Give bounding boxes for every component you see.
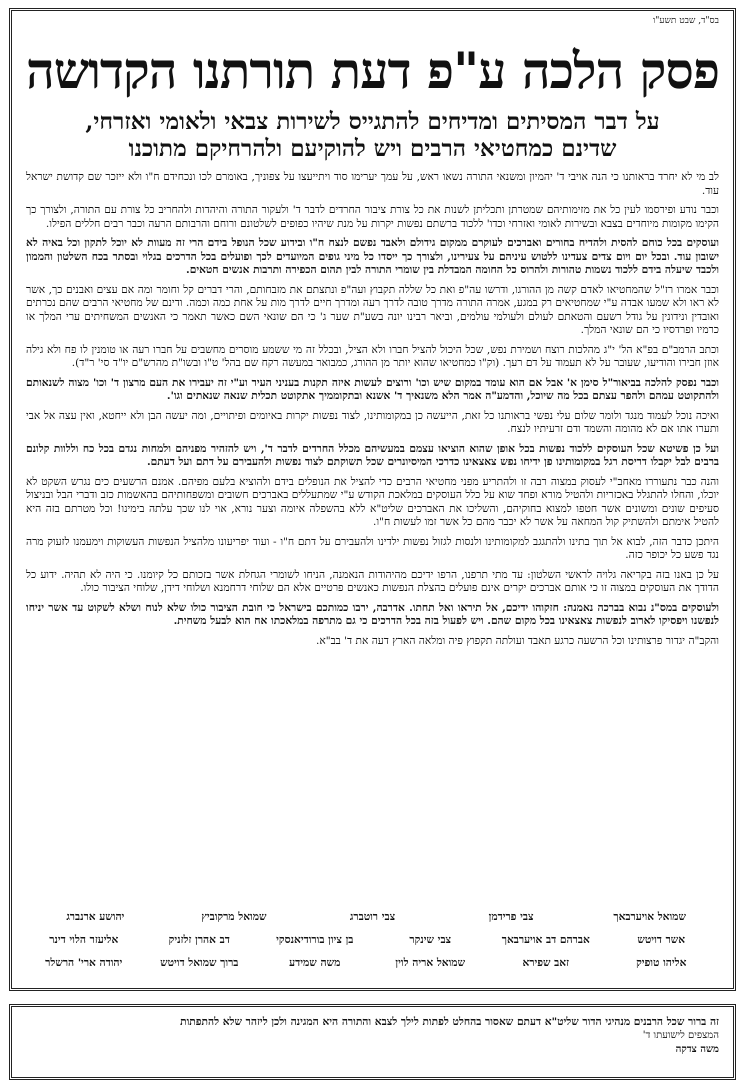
- signer-name: אליהו טופיק: [636, 957, 687, 969]
- subtitle-line-1: על דבר המסיתים ומדיחים להתגייס לשירות צבאי ולאומי ואזרחי,: [85, 108, 660, 135]
- signatories: [26, 911, 719, 980]
- signer-name: ברוך שמואל דויטש: [160, 957, 239, 969]
- signer-row-1: [26, 911, 719, 934]
- body-text: [26, 171, 719, 654]
- signer-name: בן ציון בורודיאנסקי: [276, 934, 354, 946]
- signer-name: דב אהרן זלזניק: [168, 934, 230, 946]
- paragraph-4: וכבר אמרו רז"ל שהמחטיאו לאדם קשה מן ההורגו, ודרשו עה"פ ואת כל שללה תקבוץ ועה"פ ונתצתם את מזבחותם, והרי דברים קל וחומר ומה אם עצים ואבנים כך, אשר לא ראו ולא שמעו אבדה ע"י שמחטיאים רק במגע, אמרה התורה מדרך טובה לדרך רעה ומדרך חיים לדרך מות על אחת כמה וכמה. ודינם של מחטיאי הרבים שהם נכרתים ואובדין ונידונין על גודל רשעם והטאתם לעולם ולעולמי עולמים, וביאר רבינו יונה בשע"ת שער ג' כי הם שונאי השם כאשר תאמר כי האנשים המשחיתים ערי המלך או כרמיו ופרדסיו כי הם שונאי המלך.: [26, 283, 719, 336]
- signer-name: זאב שפירא: [522, 957, 570, 969]
- paragraph-13: והקב"ה יגדור פרצותינו וכל הרשעה כרגע תאבד ועולתה תקפוץ פיה ומלאה הארץ דעה את ד' בב"א.: [315, 634, 719, 647]
- signer-name: שמואל מרקוביץ: [201, 911, 267, 923]
- signer-name: יהודה ארי' הרשלר: [45, 957, 123, 969]
- paragraph-1: לב מי לא יחרד בראותנו כי הנה אויבי ד' יהמיון ומשנאי התורה נשאו ראש, על עמך יערימו סוד ויתייעצו על צפוניך, באומרם לכו ונכחידם ח"ו ולא ייזכר שם קדושת ישראל עוד.: [26, 171, 719, 197]
- footer-statement: זה ברור שכל הרבנים מנהיגי הדור שליט"א דעתם שאסור בהחלט לפתות לילך לצבא והתורה היא המגינה ולכן ליזהר שלא להתפתות: [180, 1016, 719, 1028]
- signer-name: משה שמידע: [289, 957, 341, 969]
- signer-row-3: [26, 957, 719, 980]
- signer-row-2: [26, 934, 719, 957]
- footer-signature: משה צדקה: [675, 1044, 719, 1055]
- signer-name: צבי פרידמן: [488, 911, 534, 923]
- signer-name: אליעזר הלוי דינר: [49, 934, 119, 946]
- paragraph-2: וכבר נודע ופירסמו לעין כל את מזימותיהם שמטרתן ותכליתן לשנות את כל צורת ציבור החרדים לדבר ד' ולעקור התורה והיהדות ולהחריב כל צורת עם התורה, ולצורך כך הקימו מקומות מיוחדים בצבא ובשירות לאומי ואזרחי וכדו' ללכוד ברשתם נפשות יקרות על מנת שיהיו כפופים לשלטונם ורוחם והרבותם הרעה וכבר רבים חללים הפילו.: [26, 204, 719, 230]
- paragraph-3: ועוסקים בכל כוחם להסית ולהדיח בחורים ואברכים לעוקרם ממקום גידולם ולאבד נפשם לנצח ח"ו ובידוע שכל הנופל בידם הרי זה מעוות לא יוכל לתקון וכל באיה לא ישובון עוד. ובכל יום ויום צדים צעדינו ללטוש עיניהם על צעירינו, ולצורך כך ייסדו כל מיני גופים המיועדים לכך ופועלים בכל הדרכים בגלוי ובסתר בכח השלטון והממון ולכבד שיעלה בידם ללכוד נשמות טהורות ולהרוס כל החומה המבדלת בין שומרי התורה לבין תהום הכפירה ותרבות אנשים חטאים.: [26, 237, 719, 276]
- paragraph-5: וכתב הרמב"ם בפ"א הל' י"ג מהלכות רוצח ושמירת נפש, שכל היכול להציל חברו ולא הציל, ובכלל זה מי ששמע מוסרים מחשבים על חברו רעה או טומנין לו פח ולא גילה אוזן חבירו והודיעו, שעובר על לא תעמוד על דם רעך. (וק"ו כמחטיאו שהוא יותר מן ההורג, כמבואר במעשה רקח שם בהל' ט"ו ובשו"ת מהרש"ם יו"ד סי' ר"ד).: [26, 343, 719, 369]
- paragraph-9: והנה כבר נתעוררו מאחב"י לעסוק במצוה רבה זו ולהתריע מפני מחטיאי הרבים כדי להציל את הנופלים בידם ולהוציא בלעם מפיהם. אמנם הרשעים כים נגרש השקט לא יוכלו, והחלו להתגלל באכזריות ולהטיל מורא ופחד שוא על כלל העוסקים במלאכת הקודש ע"י שמתעללים באברכים חשובים ומשפחותיהם בהאשמות כזב ודברי הבל ובניצול סעיפים שונים ומשונים אשר חטפו למצוא בחוקיהם, והשליכו את האברכים שליט"א ללא בהשפלה איומה וצער נורא, אוי לנו שכך עלתה בימינו! וכל מטרתם בזה היא להטיל אימתם ולהשתיק קול המחאה על אשר לא יכבר מהם כל אשר זמו לעשות ח"ו.: [26, 475, 719, 528]
- page-title: פסק הלכה ע"פ דעת תורתנו הקדושה: [25, 41, 720, 100]
- header-date-note: בס"ד, שבט תשע"ו: [652, 16, 719, 26]
- paragraph-11: על כן באנו בזה בקריאה גלויה לראשי השלטון: עד מתי תרפנו, הרפו ידיכם מהיהודות הנאמנה, הניחו לשומרי הגחלת אשר בזכותם כל קיומנו. כי היה לא תהיה. ידוע כל הדודך את העוסקים במצוה זו כי אותם אברכים יקרים אינם פועלים בהצלת הנפשות כאנשים פרטיים אלא הם שלוחי דרחמנא ושלוחי דידן, שלוחי הציבור כולו.: [26, 568, 719, 594]
- signer-name: צבי רוטברג: [349, 911, 396, 923]
- signer-name: יהושע ארנברג: [66, 911, 125, 923]
- footer-closing: המצפים לישועתו ד': [642, 1030, 719, 1041]
- signer-name: שמואל אויערבאך: [613, 911, 686, 923]
- subtitle-line-2: שדינם כמחטיאי הרבים ויש להוקיעם ולהרחיקם מתוכנו: [128, 135, 617, 162]
- paragraph-6: וכבר נפסק להלכה בביאור"ל סימן א' אבל אם הוא עומד במקום שיש וכו' ורוצים לעשות איזה תקנות בעניני העיר וע"י זה יעבירו את העם מרצון ד' וכו' מצוה לשנאותם ולהתקוטט עמהם ולהפר עצתם בכל מה שיוכל, והדמע"ה אמר הלא משנאיך ד' אשנא ובתקוממיך אתקוטט תכלית שנאה שנאתים וגו'.: [26, 376, 719, 402]
- paragraph-7: ואיכה נוכל לעמוד מנגד ולומר שלום עלי נפשי בראותנו כל זאת, הייעשה כן במקומותינו, לצוד נפשות יקרות באיומים ופיתויים, ומה יעשה הבן ולא ייחטא, ואין עצה אל אבי ותערו אתו אם לא מהומה והשמד ודם זרעיתיו לנצח.: [26, 409, 719, 435]
- signer-name: אברהם דב אויערבאך: [501, 934, 590, 946]
- main-notice-frame: [9, 8, 736, 991]
- paragraph-12: ולעוסקים במס"נ נבוא בברכה נאמנה: חזקוהו ידיכם, אל תיראו ואל תחתו. אדרבה, ירבו כמותכם בישראל כי חובת הציבור כולו שלא לנוח ושלא לשקוט עד אשר יניחו לנפשנו ויפסיקו לארוב לנפשות צאצאינו בכל מקום שהם. ויש לפעול בזה בכל הדרכים כי גם מתרפה במלאכתו אח הוא לבעל משחית.: [26, 601, 719, 627]
- signer-name: שמואל אריה לוין: [395, 957, 466, 969]
- signer-name: צבי שינקר: [409, 934, 452, 946]
- signer-name: אשר דויטש: [637, 934, 686, 946]
- footer-notice-box: [9, 1004, 736, 1080]
- subtitle: [12, 108, 733, 162]
- paragraph-10: היתכן כדבר הזה, לבוא אל תוך בתינו ולהתגגב למקומותינו ולנסות לגזול נפשות ילדינו ולהעבירם על דתם ח"ו - ועוד יפריעונו מלהציל הנפשות העשוקות וימעמנו לזעוק מרה נגד פשע כל יכופר כזה.: [26, 535, 719, 561]
- paragraph-8: ועל כן פשיטא שכל העוסקים ללכוד נפשות בכל אופן שהוא הוציאו עצמם במעשיהם מכלל החרדים לדבר ד', ויש להזהיר מפניהם ולמחות נגדם בכל כח וללוות קלונם ברבים לבל יקבלו דריסת רגל במקומותינו פן ידיחו נפש צאצאינו כדרכי המיסיונרים שכל תשוקתם לצוד נפשות ולהעבירם על דתם ועל דעתם.: [26, 442, 719, 468]
